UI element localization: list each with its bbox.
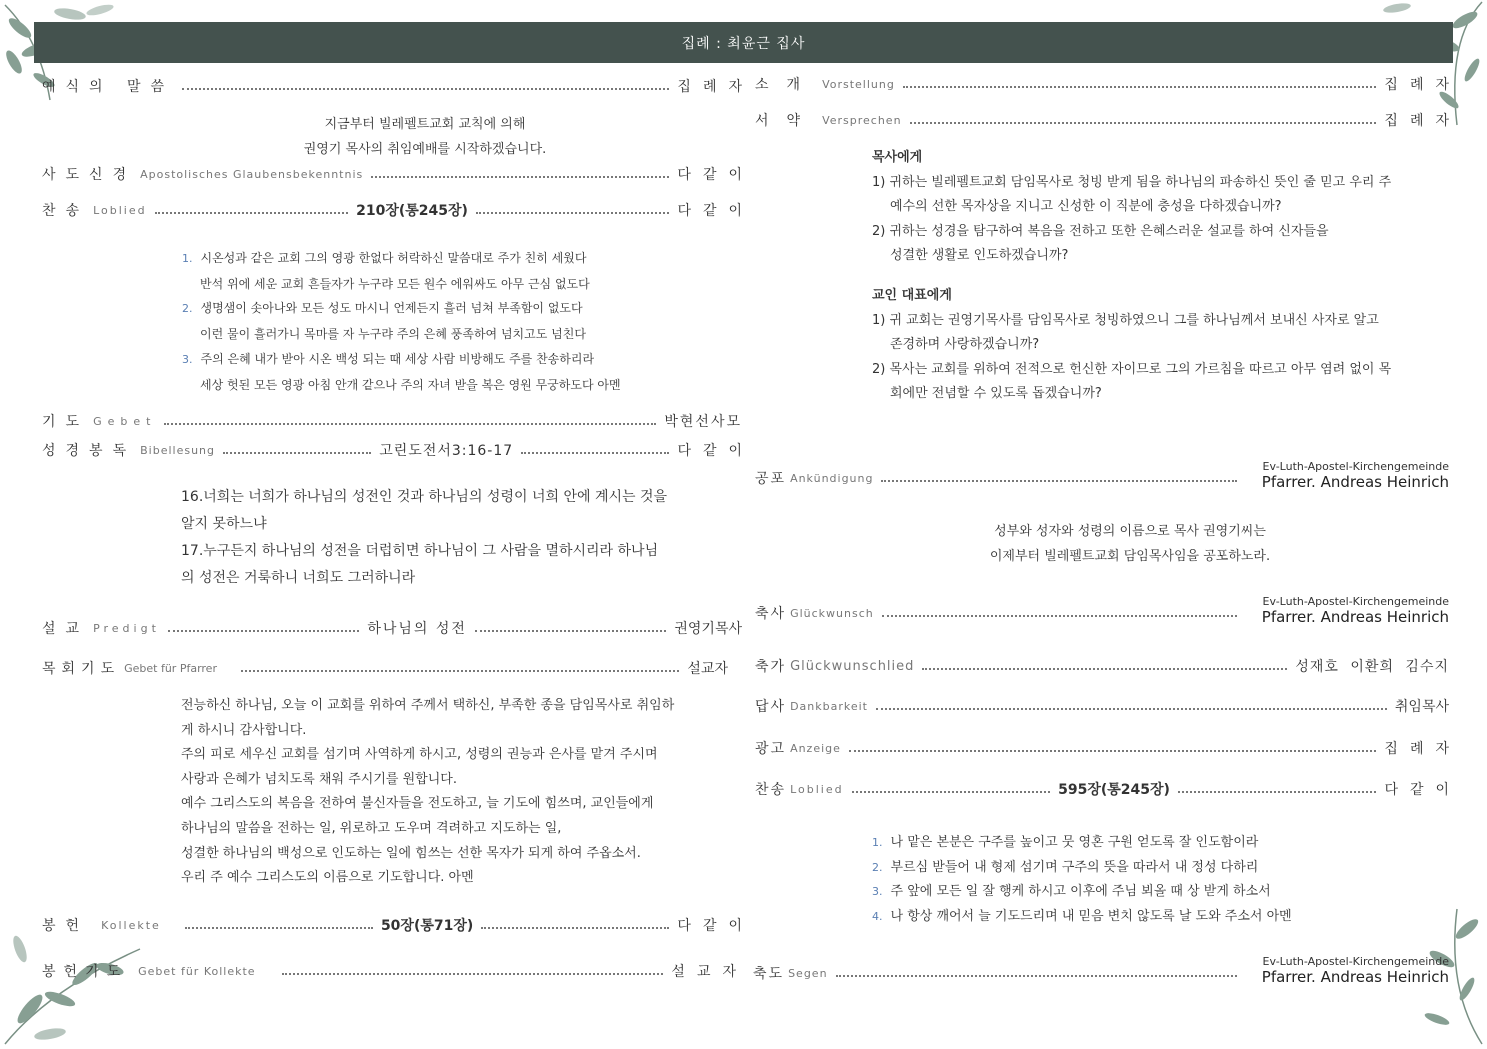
item-label: 서약 [755,113,819,129]
item-label: 찬송 [755,782,787,798]
pastoral-prayer-text [181,694,674,891]
item-responsible: 권영기목사 [674,621,742,637]
leader-dots [223,452,371,454]
proclamation-line: 성부와 성자와 성령의 이름으로 목사 권영기씨는 [994,524,1266,539]
item-responsible: 집례자 [1384,77,1461,93]
hymn-number: 50장(통71장) [380,918,474,934]
leader-dots [849,750,1377,752]
verse-number: 3. [872,885,883,899]
item-label: 봉헌기도 [42,964,129,980]
leader-dots [241,670,679,672]
vow-line: 2) 목사는 교회를 위하여 전적으로 헌신한 자이므로 그의 가르침을 따르고 아무 염려 없이 목 [872,361,1392,377]
hymn-verse [872,905,1292,930]
leader-dots [481,927,669,929]
prayer-line: 성결한 하나님의 백성으로 인도하는 일에 힘쓰는 선한 목자가 되게 하여 주옵소서. [181,845,641,861]
item-german-label: Loblied [93,203,147,217]
item-label: 공포 [755,471,787,487]
item-label: 목회기도 [42,661,121,677]
item-offering [42,915,754,935]
vow-line: 예수의 선한 목자상을 지니고 신성한 이 직분에 충성을 다하겠습니까? [890,199,1282,215]
leader-dots [475,630,666,632]
leader-dots [881,480,1237,482]
prayer-line: 사랑과 은혜가 넘치도록 채워 주시기를 원합니다. [181,771,457,787]
scripture-line: 16.너희는 너희가 하나님의 성전인 것과 하나님의 성령이 너희 안에 계시는 것을 [181,489,668,505]
prayer-line: 하나님의 말씀을 전하는 일, 위로하고 도우며 격려하고 지도하는 일, [181,820,562,836]
proclamation-text [930,520,1330,569]
item-german-label: Predigt [93,621,160,635]
intro-line: 지금부터 빌레펠트교회 교칙에 의해 [324,117,526,132]
item-responsible: 집례자 [1384,741,1461,757]
verse-line: 부르심 받들어 내 형제 섬기며 구주의 뜻을 따라서 내 정성 다하리 [890,859,1259,875]
leader-dots [1178,791,1377,793]
item-congratulation-song [755,656,1449,676]
item-german-label: Kollekte [101,918,161,932]
vow-line: 존경하며 사랑하겠습니까? [890,337,1040,353]
leader-dots [876,708,1387,710]
item-responsible: 다같이 [1384,782,1462,798]
vow-line: 1) 귀하는 빌레펠트교회 담임목사로 청빙 받게 됨을 하나님의 파송하신 뜻인 줄 믿고 우리 주 [872,174,1392,190]
item-label: 봉헌 [42,918,90,934]
item-german-label: Bibellesung [140,443,215,457]
item-label: 설교 [42,621,90,637]
sermon-title: 하나님의 성전 [367,621,467,637]
scripture-text [181,484,667,592]
hymn-verse [872,831,1292,856]
item-german-label: Gebet [93,414,157,428]
prayer-line: 전능하신 하나님, 오늘 이 교회를 위하여 주께서 택하신, 부족한 종을 담임목사로 취임하 [181,698,675,713]
leader-dots [371,176,669,178]
item-german-label: Gebet für Kollekte [138,964,256,978]
leader-dots [164,423,656,425]
item-label: 축사 [755,606,787,622]
vow-to-pastor [872,146,1391,269]
item-responsible: 다같이 [677,443,755,459]
leader-dots [182,88,669,90]
proclamation-line: 이제부터 빌레펠트교회 담임목사임을 공포하노라. [989,548,1271,564]
item-responsible: 설교자 [687,661,728,677]
pastor-name: Pfarrer. Andreas Heinrich [1261,473,1449,491]
hymn-verse [182,296,621,322]
verse-line: 나 항상 깨어서 늘 기도드리며 내 믿음 변치 않도록 날 도와 주소서 아멘 [890,908,1292,924]
leader-dots [168,630,359,632]
hymn-number: 595장(통245장) [1058,782,1170,798]
leader-dots [836,975,1237,977]
vow-line: 회에만 전념할 수 있도록 돕겠습니까? [890,386,1102,402]
item-label: 답사 [755,699,787,715]
prayer-line: 게 하시니 감사합니다. [181,722,307,738]
proclamation-pastor [1262,460,1449,491]
leader-dots [910,122,1377,124]
hymn-verse [182,246,621,272]
item-bible-reading [42,440,755,460]
intro-line: 권영기 목사의 취임예배를 시작하겠습니다. [303,141,547,157]
verse-number: 2. [182,302,193,316]
item-german-label: Versprechen [822,113,902,127]
item-responsible: 박현선사모 [664,414,742,430]
verse-number: 1. [872,836,883,849]
item-label: 기도 [42,414,90,430]
verse-number: 1. [182,252,193,265]
church-name: Ev-Luth-Apostel-Kirchengemeinde [1262,595,1449,608]
item-pastoral-prayer [42,658,728,678]
verse-line: 생명샘이 솟아나와 모든 성도 마시니 언제든지 흘러 넘쳐 부족함이 없도다 [200,301,583,316]
leader-dots [476,212,670,214]
item-responsible: 취임목사 [1394,699,1449,715]
item-german-label: Ankündigung [790,471,874,485]
verse-line: 이런 물이 흘러가니 목마를 자 누구랴 주의 은혜 풍족하여 넘치고도 넘친다 [200,327,586,342]
item-german-label: Gebet für Pfarrer [124,661,217,675]
leader-dots [852,791,1051,793]
item-offering-prayer [42,961,748,981]
item-responsible: 다같이 [677,203,755,219]
item-responsible: 집례자 [677,79,754,95]
hymn-lyrics-2 [872,831,1292,929]
prayer-line: 주의 피로 세우신 교회를 섬기며 사역하게 하시고, 성령의 권능과 은사를 맡겨 주시며 [181,747,658,763]
item-congratulation [755,603,1245,623]
leader-dots [922,668,1287,670]
verse-line: 주의 은혜 내가 받아 시온 백성 되는 때 세상 사람 비방해도 주를 찬송하리라 [200,351,595,366]
item-german-label: Dankbarkeit [790,699,868,713]
item-vow [755,110,1461,130]
hymn-verse [182,347,621,373]
scripture-reference: 고린도전서3:16-17 [379,443,514,459]
item-label: 축가 [755,659,787,675]
verse-line: 나 맡은 본분은 구주를 높이고 뭇 영혼 구원 얻도록 잘 인도함이라 [890,835,1259,850]
item-prayer [42,411,742,431]
pastor-name: Pfarrer. Andreas Heinrich [1261,608,1449,626]
item-benediction [753,963,1245,983]
item-label: 예식의 말씀 [42,79,175,95]
item-german-label: Apostolisches Glaubensbekenntnis [140,167,364,181]
vow-line: 1) 귀 교회는 권영기목사를 담임목사로 청빙하였으니 그를 하나님께서 보내신 사자로 알고 [872,312,1379,328]
vow-heading: 교인 대표에게 [872,288,952,303]
item-label: 사도신경 [42,167,137,183]
vow-to-congregation [872,284,1391,407]
verse-line: 주 앞에 모든 일 잘 행케 하시고 이후에 주님 뵈올 때 상 받게 하소서 [890,884,1271,900]
item-label: 소개 [755,77,819,93]
scripture-line: 알지 못하느냐 [181,516,267,532]
prayer-line: 예수 그리스도의 복음을 전하여 불신자들을 전도하고, 늘 기도에 힘쓰며, 교인들에게 [181,796,654,812]
verse-number: 2. [872,860,883,874]
item-proclamation [755,468,1245,488]
leader-dots [155,212,349,214]
hymn-verse [872,856,1292,881]
item-german-label: Glückwunsch [790,606,874,620]
hymn-number: 210장(통245장) [356,203,468,219]
leader-dots [903,86,1377,88]
item-label: 축도 [753,966,785,982]
item-german-label: Vorstellung [822,77,895,91]
pastor-name: Pfarrer. Andreas Heinrich [1261,968,1449,986]
item-label: 찬송 [42,203,90,219]
item-responsible: 집례자 [1384,113,1461,129]
officiant-banner: 집례 : 최윤근 집사 [34,22,1453,63]
item-word-of-ceremony [42,76,754,96]
verse-number: 3. [182,352,193,366]
item-label: 성경봉독 [42,443,137,459]
item-german-label: Loblied [790,782,844,796]
verse-line: 세상 헛된 모든 영광 아침 안개 같으나 주의 자녀 받을 복은 영원 무궁하도다 아멘 [200,377,621,392]
hymn-lyrics-1 [182,246,621,397]
church-name: Ev-Luth-Apostel-Kirchengemeinde [1262,460,1449,473]
item-german-label: Segen [788,966,828,980]
leader-dots [882,615,1237,617]
church-name: Ev-Luth-Apostel-Kirchengemeinde [1262,955,1449,968]
verse-line: 시온성과 같은 교회 그의 영광 한없다 허락하신 말씀대로 주가 친히 세웠다 [200,251,587,265]
verse-number: 4. [872,909,883,923]
scripture-line: 17.누구든지 하나님의 성전을 더럽히면 하나님이 그 사람을 멸하시리라 하나님 [181,543,659,559]
item-responsible: 다같이 [677,918,754,934]
hymn-verse [872,880,1292,905]
item-response-speech [755,696,1449,716]
item-german-label: Anzeige [790,741,841,755]
scripture-line: 의 성전은 거룩하니 너희도 그러하니라 [181,570,416,586]
vow-line: 2) 귀하는 성경을 탐구하여 복음을 전하고 또한 은혜스러운 설교를 하여 신자들을 [872,223,1329,239]
verse-line: 반석 위에 세운 교회 흔들자가 누구랴 모든 원수 에워싸도 아무 근심 없도다 [200,276,590,291]
prayer-line: 우리 주 예수 그리스도의 이름으로 기도합니다. 아멘 [181,870,474,886]
item-german-label: Glückwunschlied [790,658,915,674]
intro-text [230,113,620,162]
item-hymn-1 [42,200,755,220]
item-responsible: 다같이 [677,167,754,183]
leader-dots [521,452,669,454]
leader-dots [185,927,373,929]
item-announcement [755,738,1461,758]
item-responsible: 성재호 이환희 김수지 [1295,659,1449,675]
item-responsible: 설교자 [671,964,748,980]
item-sermon [42,618,742,638]
congratulation-pastor [1262,595,1449,626]
item-hymn-2 [755,779,1462,799]
benediction-pastor [1262,955,1449,986]
vow-line: 성결한 생활로 인도하겠습니까? [890,248,1069,264]
item-apostles-creed [42,164,754,184]
leader-dots [282,973,664,975]
item-label: 광고 [755,741,787,757]
vow-heading: 목사에게 [872,150,923,165]
item-introduction [755,74,1461,94]
